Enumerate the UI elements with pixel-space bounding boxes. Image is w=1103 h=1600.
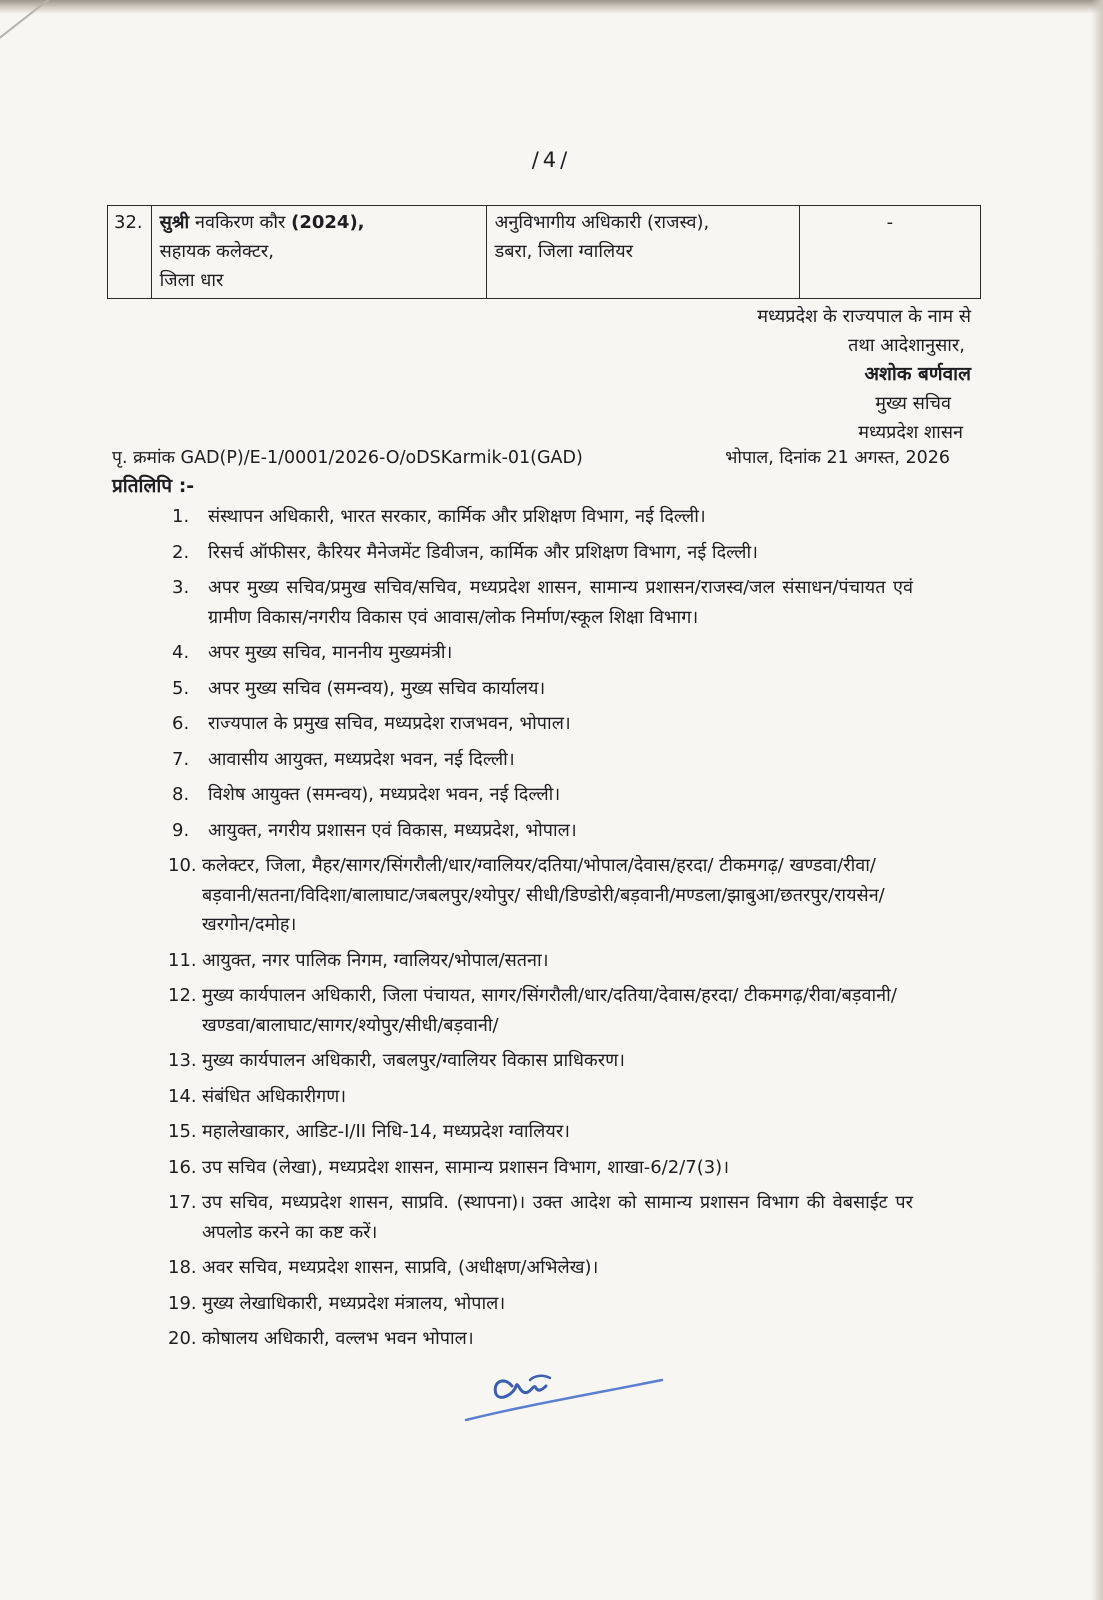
copy-list-item (168, 538, 913, 568)
copy-item-text: आयुक्त, नगरीय प्रशासन एवं विकास, मध्यप्रदेश, भोपाल। (208, 819, 577, 841)
copy-list-item (168, 1289, 913, 1319)
copy-item-number: 17. (168, 1192, 197, 1213)
copy-item-text: मुख्य कार्यपालन अधिकारी, जिला पंचायत, सागर/सिंगरौली/धार/दतिया/देवास/हरदा/ टीकमगढ़/रीवा/बड़वानी/खण्डवा/बालाघाट/सागर/श्योपुर/सीधी/बड़वानी/ (202, 985, 897, 1036)
copy-item-number: 11. (168, 949, 197, 971)
copy-item-text: कोषालय अधिकारी, वल्लभ भवन भोपाल। (202, 1328, 474, 1349)
copy-list-item (168, 1153, 913, 1183)
table-row (108, 206, 981, 299)
copy-list-item (168, 709, 913, 739)
copy-item-text: उप सचिव (लेखा), मध्यप्रदेश शासन, सामान्य प्रशासन विभाग, शाखा-6/2/7(3)। (202, 1156, 730, 1178)
scan-right-edge (1091, 0, 1103, 1600)
signatory-line1: मध्यप्रदेश के राज्यपाल के नाम से (757, 306, 971, 327)
copy-item-number: 18. (168, 1257, 197, 1278)
new-post-line2: डबरा, जिला ग्वालियर (494, 241, 634, 262)
copy-item-number: 5. (172, 677, 190, 699)
copy-item-text: संस्थापन अधिकारी, भारत सरकार, कार्मिक और प्रशिक्षण विभाग, नई दिल्ली। (208, 506, 706, 527)
copy-item-text: आयुक्त, नगर पालिक निगम, ग्वालियर/भोपाल/सतना। (202, 949, 549, 971)
reference-number: पृ. क्रमांक GAD(P)/E-1/0001/2026-O/oDSKarmik-01(GAD) (112, 448, 583, 468)
reference-row (112, 445, 950, 472)
copy-list-item (168, 1117, 913, 1147)
copy-item-text: विशेष आयुक्त (समन्वय), मध्यप्रदेश भवन, नई दिल्ली। (208, 784, 561, 805)
copy-item-number: 4. (172, 642, 190, 663)
new-post-cell (486, 206, 799, 299)
copy-item-text: अपर मुख्य सचिव/प्रमुख सचिव/सचिव, मध्यप्रदेश शासन, सामान्य प्रशासन/राजस्व/जल संसाधन/पंचायत एवं ग्रामीण विकास/नगरीय विकास एवं आवास/लोक निर्माण/स्कूल शिक्षा विभाग। (208, 577, 913, 628)
remarks-cell: - (799, 206, 980, 299)
copy-item-number: 10. (168, 855, 197, 876)
copy-item-text: मुख्य कार्यपालन अधिकारी, जबलपुर/ग्वालियर विकास प्राधिकरण। (202, 1050, 625, 1071)
copy-item-number: 14. (168, 1085, 197, 1107)
signatory-block (757, 302, 971, 447)
copy-list-item (168, 1324, 913, 1354)
copy-heading: प्रतिलिपि :- (112, 475, 195, 497)
copy-item-number: 16. (168, 1156, 197, 1178)
copy-item-number: 15. (168, 1121, 197, 1142)
copy-list-item (168, 981, 913, 1040)
copy-item-text: राज्यपाल के प्रमुख सचिव, मध्यप्रदेश राजभवन, भोपाल। (208, 713, 571, 734)
copy-list-item (168, 851, 913, 940)
signatory-department: मध्यप्रदेश शासन (858, 422, 963, 443)
copy-item-text: अवर सचिव, मध्यप्रदेश शासन, साप्रवि, (अधीक्षण/अभिलेख)। (202, 1257, 599, 1278)
page-number: /4/ (531, 148, 572, 172)
copy-list-item (168, 638, 913, 668)
scan-top-shadow (0, 0, 1103, 14)
copy-item-text: महालेखाकार, आडिट-I/II निधि-14, मध्यप्रदेश ग्वालियर। (202, 1121, 571, 1142)
copy-item-text: आवासीय आयुक्त, मध्यप्रदेश भवन, नई दिल्ली। (208, 748, 515, 770)
copy-list (168, 502, 913, 1360)
new-post-line1: अनुविभागीय अधिकारी (राजस्व), (494, 212, 710, 233)
copy-item-number: 8. (172, 784, 190, 805)
officer-cell (151, 206, 486, 299)
copy-list-item (168, 674, 913, 704)
transfer-table (107, 205, 981, 299)
serial-cell: 32. (108, 206, 152, 299)
copy-list-item (168, 1082, 913, 1112)
copy-item-number: 2. (172, 541, 190, 563)
copy-list-item (168, 816, 913, 846)
copy-list-item (168, 1046, 913, 1076)
officer-batch: (2024), (291, 212, 365, 233)
copy-list-item (168, 573, 913, 632)
officer-post-line1: सहायक कलेक्टर, (159, 241, 275, 262)
officer-prefix: सुश्री (159, 212, 190, 233)
signatory-line2: तथा आदेशानुसार, (848, 335, 965, 356)
copy-item-number: 19. (168, 1292, 197, 1314)
copy-list-item (168, 1253, 913, 1283)
signatory-designation: मुख्य सचिव (875, 393, 951, 414)
copy-item-number: 1. (172, 506, 190, 527)
copy-item-number: 13. (168, 1050, 197, 1071)
copy-item-number: 3. (172, 577, 190, 598)
copy-item-text: उप सचिव, मध्यप्रदेश शासन, साप्रवि. (स्थापना)। उक्त आदेश को सामान्य प्रशासन विभाग की वेबसाईट पर अपलोड करने का कष्ट करें। (202, 1192, 913, 1243)
copy-item-text: अपर मुख्य सचिव, माननीय मुख्यमंत्री। (208, 642, 453, 663)
copy-item-number: 7. (172, 748, 190, 770)
copy-item-number: 20. (168, 1328, 197, 1349)
copy-list-item (168, 946, 913, 976)
signatory-name: अशोक बर्णवाल (864, 363, 971, 385)
reference-place-date: भोपाल, दिनांक 21 अगस्त, 2026 (725, 448, 950, 468)
copy-item-text: रिसर्च ऑफीसर, कैरियर मैनेजमेंट डिवीजन, कार्मिक और प्रशिक्षण विभाग, नई दिल्ली। (208, 541, 758, 563)
copy-item-number: 9. (172, 819, 190, 841)
copy-list-item (168, 502, 913, 532)
officer-post-line2: जिला धार (159, 270, 224, 291)
copy-list-item (168, 780, 913, 810)
copy-list-item (168, 745, 913, 775)
copy-list-item (168, 1188, 913, 1247)
handwritten-signature (462, 1356, 672, 1426)
copy-item-number: 12. (168, 985, 197, 1006)
copy-item-text: संबंधित अधिकारीगण। (202, 1085, 347, 1107)
copy-item-text: अपर मुख्य सचिव (समन्वय), मुख्य सचिव कार्यालय। (208, 677, 546, 699)
officer-name: नवकिरण कौर (194, 212, 286, 233)
copy-item-text: मुख्य लेखाधिकारी, मध्यप्रदेश मंत्रालय, भोपाल। (202, 1292, 506, 1314)
copy-item-number: 6. (172, 713, 190, 734)
copy-item-text: कलेक्टर, जिला, मैहर/सागर/सिंगरौली/धार/ग्वालियर/दतिया/भोपाल/देवास/हरदा/ टीकमगढ़/ खण्डवा/रीवा/बड़वानी/सतना/विदिशा/बालाघाट/जबलपुर/श्योपुर/ सीधी/डिण्डोरी/बड़वानी/मण्डला/झाबुआ/छतरपुर/रायसेन/खरगोन/दमोह। (202, 855, 885, 935)
